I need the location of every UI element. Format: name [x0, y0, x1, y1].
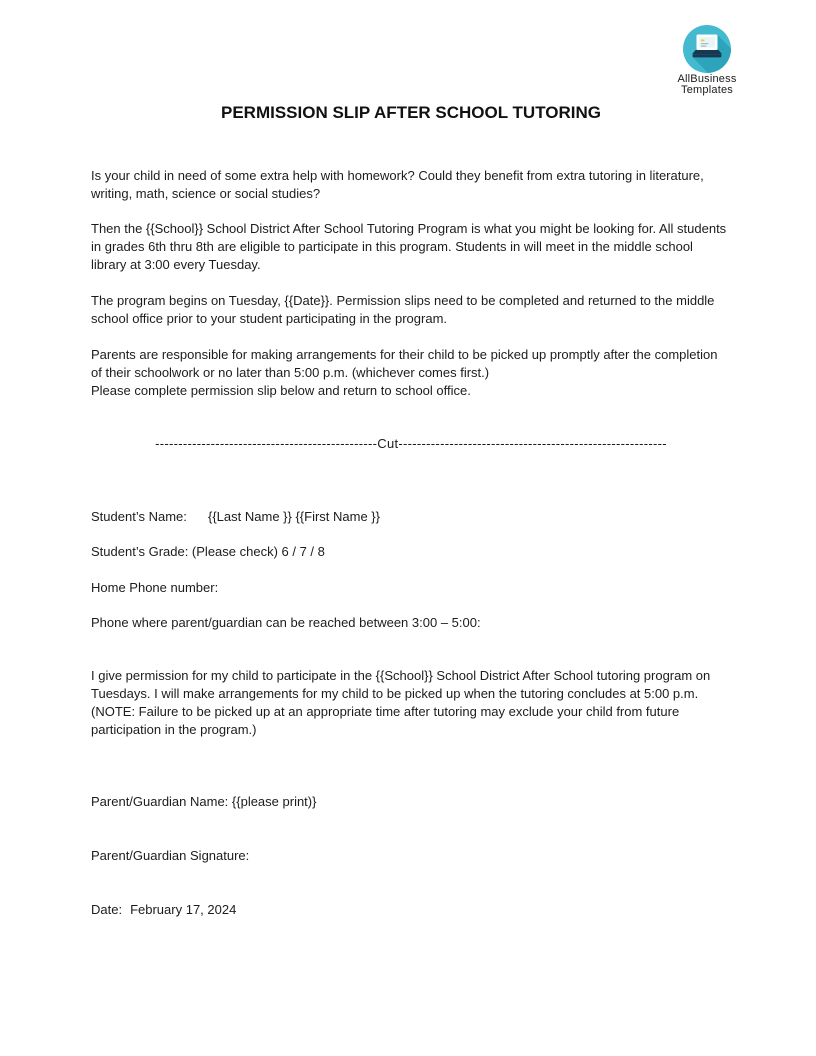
date-row [91, 901, 731, 919]
date-label: Date: [91, 902, 123, 917]
reach-phone-row: Phone where parent/guardian can be reached between 3:00 – 5:00: [91, 615, 481, 630]
logo-brand-line1: AllBusiness [677, 73, 737, 85]
logo-brand-line2: Templates [681, 84, 733, 96]
start-date-paragraph: The program begins on Tuesday, {{Date}}. Permission slips need to be completed and returned to the middle school office prior to your student participating in the program. [91, 293, 715, 326]
pickup-text: Parents are responsible for making arrangements for their child to be picked up promptly after the completion of their schoolwork or no later than 5:00 p.m. (whichever comes first.) [91, 347, 718, 380]
instruction-text: Please complete permission slip below and return to school office. [91, 383, 471, 398]
intro-paragraph: Is your child in need of some extra help with homework? Could they benefit from extra tutoring in literature, writing, math, science or social studies? [91, 168, 704, 201]
pickup-paragraph [91, 346, 731, 400]
date-value: February 17, 2024 [130, 902, 237, 917]
student-grade-row: Student’s Grade: (Please check) 6 / 7 / 8 [91, 544, 325, 559]
document-body [91, 0, 731, 919]
student-name-label: Student’s Name: [91, 509, 187, 524]
student-name-value: {{Last Name }} {{First Name }} [208, 509, 380, 524]
student-name-row [91, 508, 731, 526]
signature-row: Parent/Guardian Signature: [91, 848, 250, 863]
page-title: PERMISSION SLIP AFTER SCHOOL TUTORING [220, 103, 602, 122]
program-paragraph: Then the {{School}} School District After School Tutoring Program is what you might be looking for. All students in grades 6th thru 8th are eligible to participate in this program. Students in will meet in the middle school library at 3:00 every Tuesday. [91, 221, 727, 272]
home-phone-row: Home Phone number: [91, 580, 219, 595]
cut-line: ------------------------------------------------Cut---------------------------------------------------------- [155, 436, 667, 451]
permission-statement: I give permission for my child to participate in the {{School}} School District After School tutoring program on Tuesdays. I will make arrangements for my child to be picked up when the tutoring concludes at 5:00 p.m. (NOTE: Failure to be picked up at an appropriate time after tutoring may exclude your child from future participation in the program.) [91, 668, 711, 737]
parent-name-row: Parent/Guardian Name: {{please print)} [91, 794, 317, 809]
